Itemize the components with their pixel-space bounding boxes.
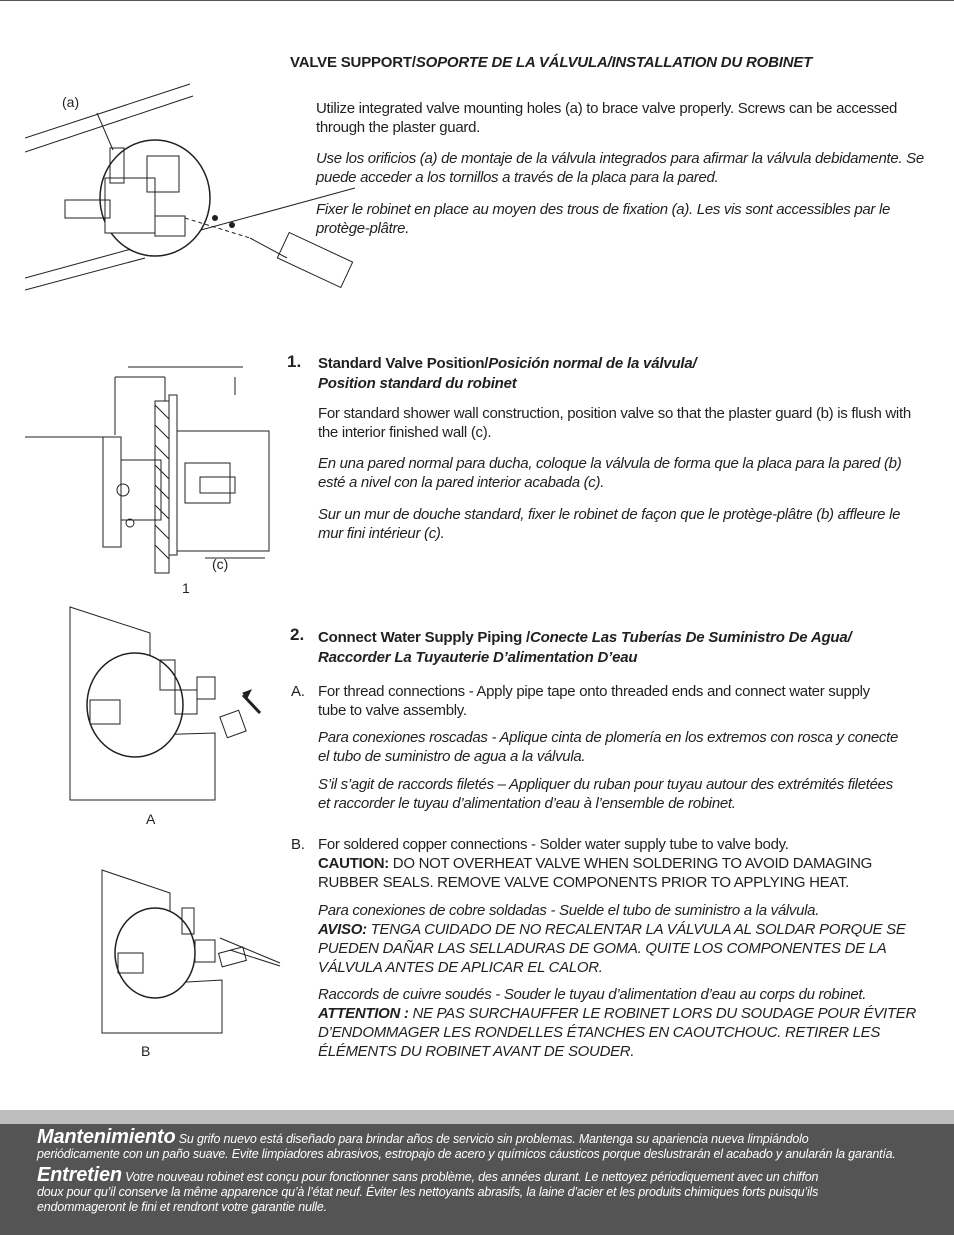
aviso-line-2: PUEDEN DAÑAR LAS SELLADURAS DE GOMA. QUITE LOS COMPONENTES DE LA bbox=[318, 940, 887, 957]
step2-b-es-text: Para conexiones de cobre soldadas - Suelde el tubo de suministro a la válvula. bbox=[318, 902, 820, 919]
entretien-text-2: doux pour qu’il conserve la même apparence qu’à l’état neuf. Éviter les nettoyants abrasifs, la laine d’acier et les produits chimiques forts puisqu’ils bbox=[37, 1185, 819, 1199]
step2-a-es-1: Para conexiones roscadas - Aplique cinta de plomería en los extremos con rosca y conecte bbox=[318, 729, 899, 746]
step2-a-es-2: el tubo de suministro de agua a la válvula. bbox=[318, 748, 586, 765]
step2-b-es bbox=[318, 901, 938, 977]
step2-heading-italic-1: Conecte Las Tuberías De Suministro De Agua/ bbox=[530, 629, 852, 646]
step2-number: 2. bbox=[290, 625, 305, 644]
caution-label: CAUTION: bbox=[318, 855, 389, 872]
valve-support-en: Utilize integrated valve mounting holes (a) to brace valve properly. Screws can be accessed through the plaster guard. bbox=[316, 100, 898, 136]
step1-heading-italic-2: Position standard du robinet bbox=[318, 375, 517, 392]
entretien-text-1: Votre nouveau robinet est conçu pour fonctionner sans problème, des années durant. Le nettoyez périodiquement avec un chiffon bbox=[121, 1170, 819, 1184]
figure-b-caption: B bbox=[141, 1043, 151, 1059]
step2-heading bbox=[318, 628, 938, 668]
caution-line-2: RUBBER SEALS. REMOVE VALVE COMPONENTS PRIOR TO APPLYING HEAT. bbox=[318, 874, 850, 891]
entretien-title: Entretien bbox=[37, 1164, 122, 1186]
step1-heading bbox=[318, 354, 928, 394]
step2-a-en-1: For thread connections - Apply pipe tape onto threaded ends and connect water supply bbox=[318, 683, 870, 700]
step2-a-fr-2: et raccorder le tuyau d’alimentation d’eau à l’ensemble de robinet. bbox=[318, 795, 736, 812]
caution-line-1: DO NOT OVERHEAT VALVE WHEN SOLDERING TO AVOID DAMAGING bbox=[388, 855, 872, 872]
step2-a-en bbox=[318, 682, 938, 720]
label-c: (c) bbox=[212, 556, 229, 572]
valve-support-es: Use los orificios (a) de montaje de la válvula integrados para afirmar la válvula debidamente. Se puede acceder a los tornillos a través de la placa para la pared. bbox=[316, 150, 924, 186]
valve-support-illustration bbox=[25, 78, 355, 303]
step2-a-es bbox=[318, 728, 938, 766]
standard-position-illustration bbox=[25, 365, 275, 580]
aviso-label: AVISO: bbox=[318, 921, 367, 938]
step1-fr: Sur un mur de douche standard, fixer le robinet de façon que le protège-plâtre (b) affleure le mur fini intérieur (c). bbox=[318, 506, 901, 542]
step1-number: 1. bbox=[287, 352, 302, 371]
step2-b-marker: B. bbox=[291, 836, 305, 853]
aviso-line-1: TENGA CUIDADO DE NO RECALENTAR LA VÁLVULA AL SOLDAR PORQUE SE bbox=[366, 921, 906, 938]
step2-b-fr-text: Raccords de cuivre soudés - Souder le tuyau d’alimentation d’eau au corps du robinet. bbox=[318, 986, 867, 1003]
aviso-line-3: VÁLVULA ANTES DE APLICAR EL CALOR. bbox=[318, 959, 603, 976]
step1-es: En una pared normal para ducha, coloque la válvula de forma que la placa para la pared (b) esté a nivel con la pared interior acabada (c). bbox=[318, 455, 902, 491]
attention-line-2: D’ENDOMMAGER LES RONDELLES ÉTANCHES EN CAOUTCHOUC. RETIRER LES bbox=[318, 1024, 881, 1041]
step2-b-en-text: For soldered copper connections - Solder water supply tube to valve body. bbox=[318, 836, 789, 853]
mantenimiento-text-1: Su grifo nuevo está diseñado para brindar años de servicio sin problemas. Mantenga su apariencia nueva limpiándolo bbox=[175, 1132, 809, 1146]
valve-support-fr: Fixer le robinet en place au moyen des trous de fixation (a). Les vis sont accessibles par le protège-plâtre. bbox=[316, 201, 891, 237]
maintenance-footer bbox=[0, 1110, 954, 1235]
attention-line-3: ÉLÉMENTS DU ROBINET AVANT DE SOUDER. bbox=[318, 1043, 635, 1060]
step2-b-en bbox=[318, 835, 938, 892]
valve-support-heading bbox=[290, 53, 930, 73]
step1-heading-italic-1: Posición normal de la válvula/ bbox=[488, 355, 697, 372]
heading-plain: VALVE SUPPORT/ bbox=[290, 54, 416, 71]
step1-en: For standard shower wall construction, position valve so that the plaster guard (b) is flush with the interior finished wall (c). bbox=[318, 405, 911, 441]
entretien-text-3: endommageront le fini et rendront votre garantie nulle. bbox=[37, 1200, 327, 1214]
step2-a-en-2: tube to valve assembly. bbox=[318, 702, 467, 719]
threaded-connection-illustration bbox=[65, 605, 280, 805]
top-rule bbox=[0, 0, 954, 1]
attention-label: ATTENTION : bbox=[318, 1005, 409, 1022]
footer-band bbox=[0, 1110, 954, 1124]
step2-a-fr-1: S’il s’agit de raccords filetés – Appliquer du ruban pour tuyau autour des extrémités filetées bbox=[318, 776, 893, 793]
mantenimiento-title: Mantenimiento bbox=[37, 1126, 176, 1148]
figure-a-caption: A bbox=[146, 811, 156, 827]
soldered-connection-illustration bbox=[100, 868, 290, 1038]
step1-heading-plain: Standard Valve Position/ bbox=[318, 355, 489, 372]
step2-a-fr bbox=[318, 775, 938, 813]
step2-a-marker: A. bbox=[291, 683, 305, 700]
figure1-caption: 1 bbox=[182, 580, 190, 596]
step2-b-fr bbox=[318, 985, 938, 1061]
attention-line-1: NE PAS SURCHAUFFER LE ROBINET LORS DU SOUDAGE POUR ÉVITER bbox=[408, 1005, 916, 1022]
heading-italic: SOPORTE DE LA VÁLVULA/INSTALLATION DU ROBINET bbox=[415, 54, 813, 71]
mantenimiento-text-2: periódicamente con un paño suave. Evite limpiadores abrasivos, estropajo de acero y químicos cáusticos porque deslustrarán el acabado y anularán la garantía. bbox=[37, 1147, 896, 1161]
footer-es bbox=[37, 1126, 937, 1162]
label-a: (a) bbox=[62, 94, 80, 110]
step2-heading-plain: Connect Water Supply Piping / bbox=[318, 629, 530, 646]
footer-fr bbox=[37, 1164, 937, 1215]
step2-heading-italic-2: Raccorder La Tuyauterie D’alimentation D’eau bbox=[318, 649, 638, 666]
